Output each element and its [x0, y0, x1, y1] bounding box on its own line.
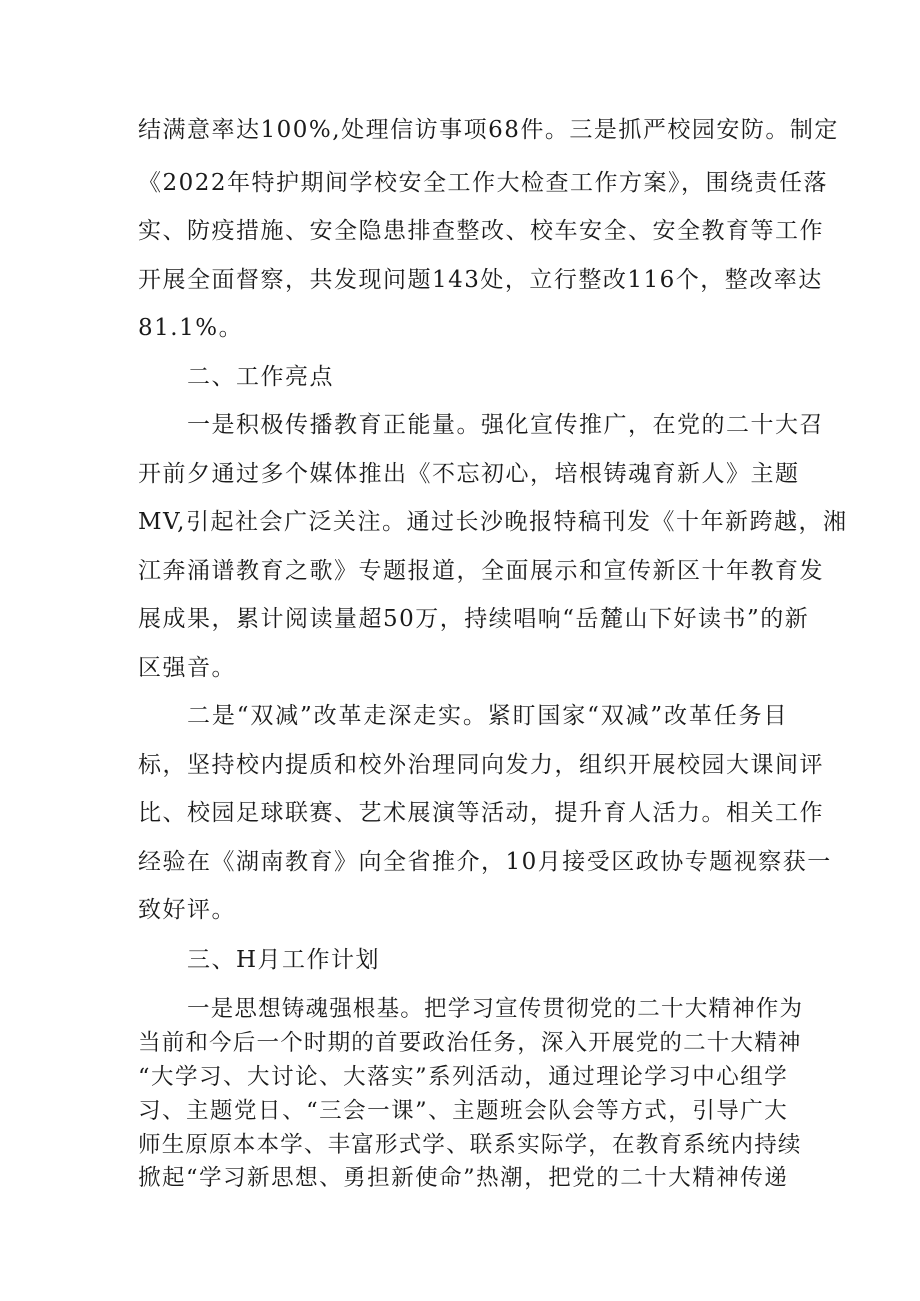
text-line: 区强音。	[138, 655, 236, 681]
text-line: 当前和今后一个时期的首要政治任务，深入开展党的二十大精神	[138, 1030, 802, 1056]
text-line: 掀起“学习新思想、勇担新使命”热潮，把党的二十大精神传递	[138, 1165, 788, 1191]
text-line: 《2022年特护期间学校安全工作大检查工作方案》，围绕责任落	[138, 170, 829, 196]
text-line: 江奔涌谱教育之歌》专题报道，全面展示和宣传新区十年教育发	[138, 558, 824, 584]
text-line: 开展全面督察，共发现问题143处，立行整改116个，整改率达	[138, 267, 823, 293]
text-line: 比、校园足球联赛、艺术展演等活动，提升育人活力。相关工作	[138, 800, 824, 826]
text-line: 展成果，累计阅读量超50万，持续唱响“岳麓山下好读书”的新	[138, 606, 810, 632]
text-line: “大学习、大讨论、大落实”系列活动，通过理论学习中心组学	[138, 1064, 788, 1090]
text-line: 结满意率达100%,处理信访事项68件。三是抓严校园安防。制定	[138, 117, 839, 143]
text-line: 81.1%。	[138, 315, 244, 341]
section-heading: 三、H月工作计划	[187, 947, 381, 973]
text-line: 开前夕通过多个媒体推出《不忘初心，培根铸魂育新人》主题	[138, 461, 800, 487]
text-line: 致好评。	[138, 897, 236, 923]
text-line: 标，坚持校内提质和校外治理同向发力，组织开展校园大课间评	[138, 752, 824, 778]
section-heading: 二、工作亮点	[187, 364, 334, 390]
text-line: 习、主题党日、“三会一课”、主题班会队会等方式，引导广大	[138, 1098, 788, 1124]
text-line: 一是积极传播教育正能量。强化宣传推广，在党的二十大召	[187, 412, 824, 438]
text-line: 二是“双减”改革走深走实。紧盯国家“双减”改革任务目	[187, 703, 788, 729]
text-line: 经验在《湖南教育》向全省推介，10月接受区政协专题视察获一	[138, 849, 832, 875]
text-line: 一是思想铸魂强根基。把学习宣传贯彻党的二十大精神作为	[187, 996, 804, 1022]
text-line: 师生原原本本学、丰富形式学、联系实际学，在教育系统内持续	[138, 1132, 802, 1158]
text-line: 实、防疫措施、安全隐患排查整改、校车安全、安全教育等工作	[138, 218, 824, 244]
text-line: MV,引起社会广泛关注。通过长沙晚报特稿刊发《十年新跨越，湘	[138, 509, 848, 535]
